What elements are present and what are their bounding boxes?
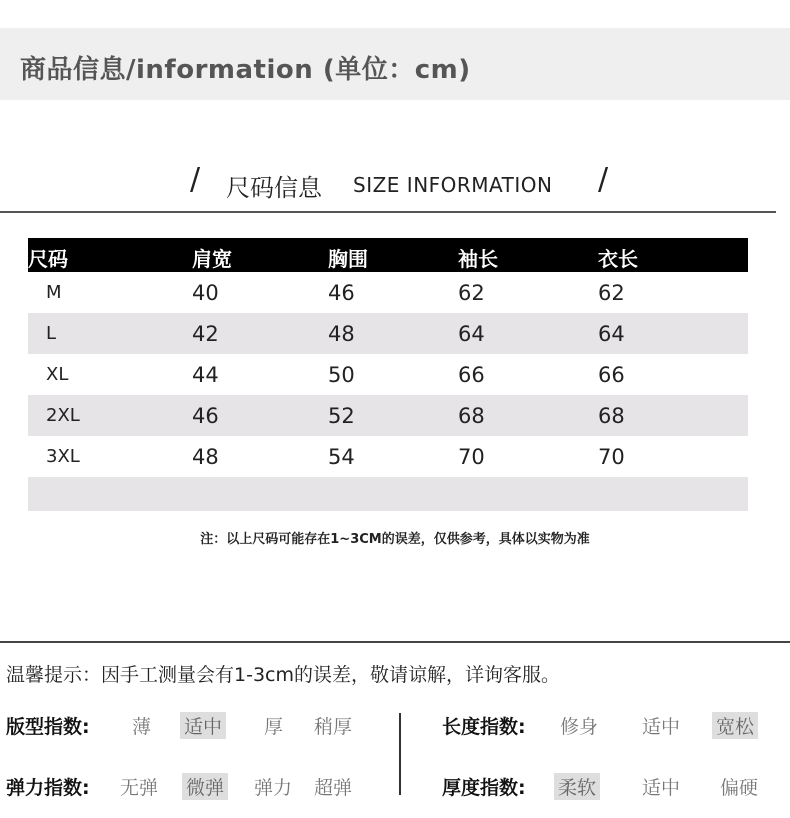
cell-chest: 46 (328, 281, 355, 305)
header-size: 尺码 (28, 247, 68, 271)
cell-shoulder: 42 (192, 322, 219, 346)
heading-slash-right: / (598, 162, 609, 197)
info-banner (0, 28, 790, 100)
cell-size: L (46, 323, 57, 344)
cell-shoulder: 48 (192, 445, 219, 469)
cell-sleeve: 70 (458, 445, 485, 469)
table-row (28, 354, 748, 395)
cell-length: 62 (598, 281, 625, 305)
size-heading (0, 162, 790, 202)
cell-shoulder: 40 (192, 281, 219, 305)
cell-length: 64 (598, 322, 625, 346)
length-option-loose: 宽松 (712, 712, 758, 739)
banner-title: 商品信息/information (单位：cm) (20, 55, 471, 85)
cell-length: 68 (598, 404, 625, 428)
cell-size: 2XL (46, 405, 80, 426)
heading-en: SIZE INFORMATION (353, 173, 553, 197)
size-table (28, 238, 748, 511)
cell-sleeve: 64 (458, 322, 485, 346)
cell-chest: 48 (328, 322, 355, 346)
cell-length: 66 (598, 363, 625, 387)
table-row (28, 313, 748, 354)
index-divider (399, 713, 401, 795)
cell-sleeve: 66 (458, 363, 485, 387)
heading-slash-left: / (190, 162, 201, 197)
elastic-option-none: 无弹 (120, 777, 159, 799)
cell-chest: 54 (328, 445, 355, 469)
cell-sleeve: 68 (458, 404, 485, 428)
header-length: 衣长 (598, 247, 638, 271)
bottom-divider (0, 641, 790, 643)
heading-zh: 尺码信息 (226, 174, 322, 202)
fit-option-thick: 厚 (264, 716, 284, 738)
table-footer-band (28, 477, 748, 511)
table-row (28, 436, 748, 477)
elastic-option-elastic: 弹力 (254, 777, 293, 799)
heading-divider (0, 211, 776, 213)
fit-option-slightly-thick: 稍厚 (314, 716, 353, 738)
measurement-note: 注：以上尺码可能存在1~3CM的误差，仅供参考，具体以实物为准 (200, 532, 590, 547)
thickness-index-label: 厚度指数: (442, 777, 526, 799)
cell-length: 70 (598, 445, 625, 469)
header-shoulder: 肩宽 (192, 247, 232, 271)
elastic-option-slight: 微弹 (182, 773, 228, 800)
length-option-medium: 适中 (642, 716, 681, 738)
elastic-option-super: 超弹 (314, 777, 353, 799)
thickness-option-medium: 适中 (642, 777, 681, 799)
cell-shoulder: 46 (192, 404, 219, 428)
fit-option-medium: 适中 (180, 712, 226, 739)
length-option-slim: 修身 (560, 716, 599, 738)
warm-tip: 温馨提示：因手工测量会有1-3cm的误差，敬请谅解，详询客服。 (6, 664, 560, 686)
cell-size: XL (46, 364, 69, 385)
table-row (28, 395, 748, 436)
header-chest: 胸围 (328, 247, 368, 271)
cell-shoulder: 44 (192, 363, 219, 387)
cell-sleeve: 62 (458, 281, 485, 305)
length-index-label: 长度指数: (442, 716, 526, 738)
table-header (28, 238, 748, 272)
cell-size: 3XL (46, 446, 80, 467)
table-row (28, 272, 748, 313)
cell-chest: 52 (328, 404, 355, 428)
thickness-option-soft: 柔软 (554, 773, 600, 800)
cell-chest: 50 (328, 363, 355, 387)
cell-size: M (46, 282, 62, 303)
thickness-option-stiff: 偏硬 (720, 777, 759, 799)
header-sleeve: 袖长 (458, 247, 498, 271)
fit-index-label: 版型指数: (6, 716, 90, 738)
fit-option-thin: 薄 (132, 716, 152, 738)
elastic-index-label: 弹力指数: (6, 777, 90, 799)
